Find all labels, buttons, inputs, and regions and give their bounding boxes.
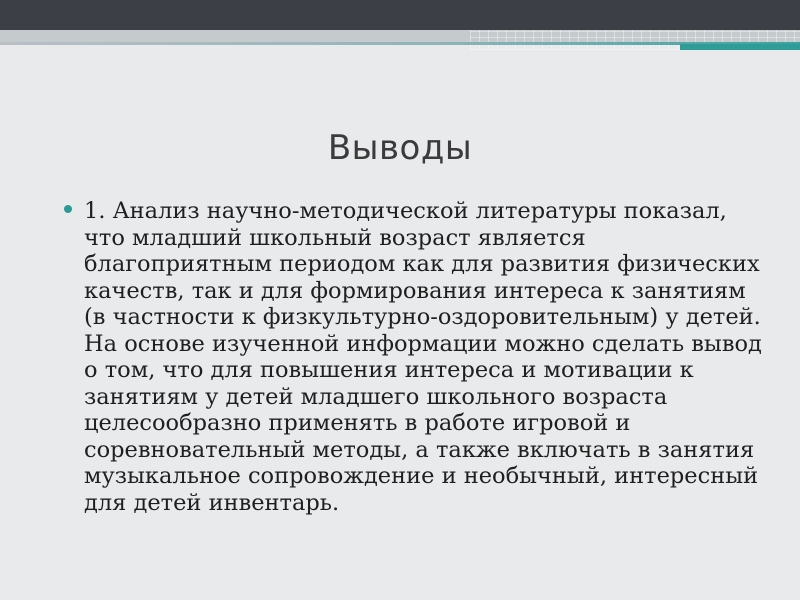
slide-title: Выводы	[327, 128, 473, 168]
bullet-text: 1. Анализ научно-методической литературы показал, что младший школьный возраст является благоприятным периодом как для развития физических качеств, так и для формирования интереса к занятиям (в частности к физкультурно-оздоровительным) у детей. На основе изученной информации можно сделать вывод о том, что для повышения интереса и мотивации к занятиям у детей младшего школьного возраста целесообразно применять в работе игровой и соревновательный методы, а также включать в занятия музыкальное сопровождение и необычный, интересный для детей инвентарь.	[84, 198, 762, 516]
header-bar	[0, 0, 800, 30]
slide-content	[64, 198, 764, 516]
bullet-item	[64, 198, 764, 516]
bullet-dot-icon	[64, 205, 72, 213]
teal-accent-block	[680, 44, 800, 50]
